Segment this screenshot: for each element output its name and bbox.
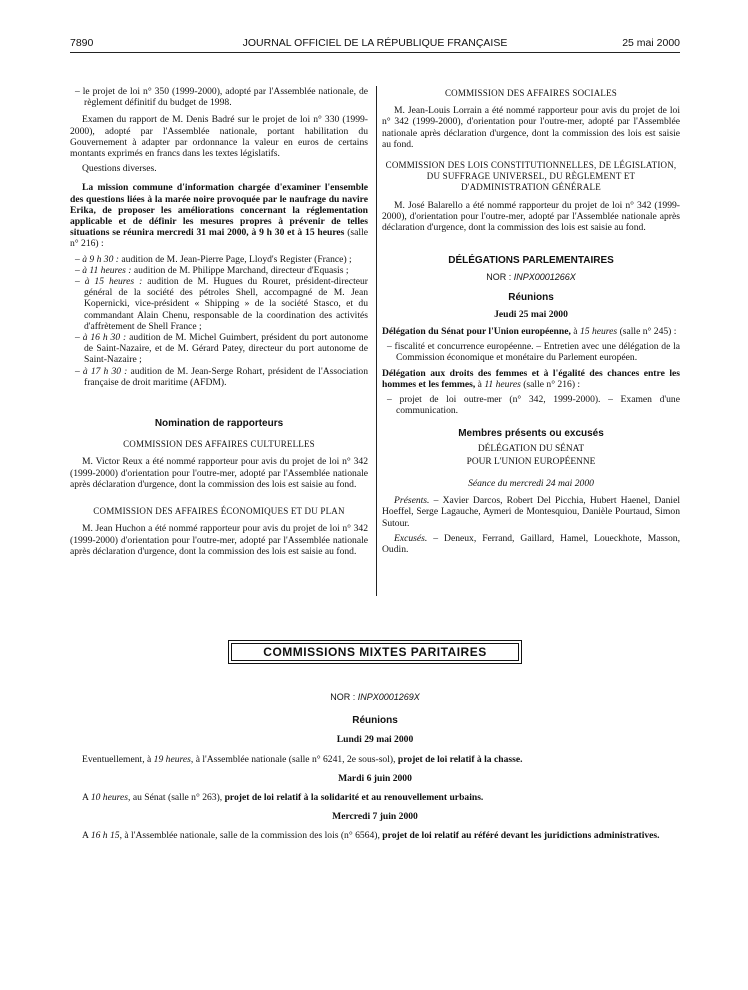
lundi-prefix: Eventuellement, à	[82, 753, 154, 765]
audition-time: à 11 heures :	[82, 264, 132, 276]
mission-paragraph	[70, 182, 368, 249]
presents-list	[382, 495, 680, 529]
commission-economiques-heading: COMMISSION DES AFFAIRES ÉCONOMIQUES ET DU PLAN	[93, 506, 345, 517]
audition-time: à 17 h 30 :	[82, 365, 128, 377]
delegation-femmes-item: – projet de loi outre-mer (n° 342, 1999-2000). – Examen d'une communication.	[387, 394, 680, 417]
section-title-box	[228, 640, 522, 664]
right-column	[382, 86, 680, 559]
jeudi-date: Jeudi 25 mai 2000	[494, 308, 568, 320]
nor-label: NOR :	[486, 272, 514, 283]
page-number: 7890	[70, 37, 94, 49]
column-divider	[376, 86, 377, 596]
nor-code: INPX0001266X	[513, 272, 576, 283]
excuses-label: Excusés.	[394, 532, 428, 544]
reunions-title: Réunions	[508, 291, 554, 303]
audition-list	[70, 254, 368, 388]
item-bill-350: – le projet de loi n° 350 (1999-2000), adopté par l'Assemblée nationale, de règlement définitif du budget de 1998.	[75, 86, 368, 109]
delegation-femmes-time: 11 heures	[484, 378, 521, 390]
mardi-time: 10 heures	[90, 792, 129, 804]
delegation-ue	[382, 326, 680, 337]
badre-report: Examen du rapport de M. Denis Badré sur le projet de loi n° 330 (1999-2000), adopté par l'Assemblée nationale, portant habilitation du Gouvernement à adapter par ordonnance la valeur en euros de certains montants exprimés en francs dans les textes législatifs.	[70, 114, 368, 160]
lundi-location: , à l'Assemblée nationale (salle n° 6241, 2e sous-sol),	[190, 753, 398, 765]
mercredi-location: , à l'Assemblée nationale, salle de la commission des lois (n° 6564),	[119, 830, 383, 842]
audition-item: – à 9 h 30 : audition de M. Jean-Pierre Page, Lloyd's Register (France) ;	[75, 253, 352, 265]
audition-time: à 16 h 30 :	[82, 332, 127, 344]
mercredi-time: 16 h 15	[90, 830, 120, 842]
delegation-ue-time: 15 heures	[579, 326, 618, 338]
excuses-names: – Deneux, Ferrand, Gaillard, Hamel, Loueckhote, Masson, Oudin.	[382, 532, 680, 556]
cmp-reunions-title: Réunions	[352, 715, 398, 727]
audition-time: à 15 heures :	[84, 276, 143, 288]
delegation-femmes	[382, 368, 680, 390]
delegation-femmes-name: Délégation aux droits des femmes et à l'égalité des chances entre les hommes et les femmes,	[382, 367, 680, 390]
mardi-location: , au Sénat (salle n° 263),	[128, 792, 225, 804]
mardi-date: Mardi 6 juin 2000	[338, 772, 412, 784]
reux-nomination: M. Victor Reux a été nommé rapporteur pour avis du projet de loi n° 342 (1999-2000) d'orientation pour l'outre-mer, adopté par l'Assemblée nationale après déclaration d'urgence, dont la commission des lois est saisie au fond.	[70, 456, 368, 490]
excuses-list	[382, 533, 680, 555]
audition-text: audition de M. Jean-Pierre Page, Lloyd's Register (France) ;	[118, 253, 352, 265]
delegation-ue-time-prefix: à	[570, 326, 580, 338]
commission-sociales-heading: COMMISSION DES AFFAIRES SOCIALES	[444, 88, 618, 98]
mission-room: (salle n° 216) :	[70, 227, 368, 250]
commission-culturelles-heading: COMMISSION DES AFFAIRES CULTURELLES	[123, 439, 315, 450]
delegation-senat-line-2: POUR L'UNION EUROPÉENNE	[466, 456, 596, 467]
mardi-meeting	[70, 792, 680, 803]
audition-item: – à 17 h 30 : audition de M. Jean-Serge Rohart, président de l'Association française de droit maritime (AFDM).	[75, 365, 368, 388]
lundi-meeting	[70, 754, 680, 765]
mercredi-date: Mercredi 7 juin 2000	[332, 811, 418, 823]
lorrain-nomination: M. Jean-Louis Lorrain a été nommé rapporteur pour avis du projet de loi n° 342 (1999-2000), d'orientation pour l'outre-mer, adopté par l'Assemblée nationale après déclaration d'urgence, dont la commission des lois est saisie au fond.	[382, 105, 680, 150]
audition-item: – à 16 h 30 : audition de M. Michel Guimbert, président du port autonome de Saint-Nazaire, et de M. Gérard Patey, directeur du port autonome de Saint-Nazaire ;	[75, 332, 368, 366]
journal-title: JOURNAL OFFICIEL DE LA RÉPUBLIQUE FRANÇAISE	[242, 37, 508, 49]
cmp-nor-label: NOR :	[330, 692, 358, 702]
audition-text: audition de M. Jean-Serge Rohart, président de l'Association française de droit maritime (AFDM).	[84, 365, 368, 388]
cmp-nor-code: INPX0001269X	[357, 692, 420, 702]
balarello-nomination: M. José Balarello a été nommé rapporteur du projet de loi n° 342 (1999-2000), d'orientation pour l'outre-mer, adopté par l'Assemblée nationale après déclaration d'urgence, dont la commission des lois est saisie au fond.	[382, 199, 680, 234]
left-column	[70, 86, 368, 561]
delegation-senat-line-1: DÉLÉGATION DU SÉNAT	[477, 443, 585, 454]
nor-reference	[382, 272, 680, 283]
audition-item: – à 15 heures : audition de M. Hugues du Rouret, président-directeur général de la société des pétroles Shell, accompagné de M. Jean Kopernicki, vice-président « Shipping » de la société Stasco, et du commandant Alain Chenu, responsable de la coordination des activités d'affrètement de Shell France ;	[75, 276, 368, 332]
mission-bold: La mission commune d'information chargée d'examiner l'ensemble des questions liées à la marée noire provoquée par le naufrage du navire Erika, de proposer les améliorations concernant la réglementation applicable et de définir les mesures propres à prévenir de telles situations se réunira mercredi 31 mai 2000, à 9 h 30 et à 15 heures	[70, 182, 368, 239]
audition-text: audition de M. Michel Guimbert, président du port autonome de Saint-Nazaire, et de M. Gérard Patey, directeur du port autonome de Saint-Nazaire ;	[84, 332, 368, 366]
lundi-time: 19 heures	[153, 753, 191, 765]
section-title: COMMISSIONS MIXTES PARITAIRES	[231, 643, 519, 661]
cmp-nor-reference	[70, 692, 680, 703]
nomination-title: Nomination de rapporteurs	[154, 418, 284, 430]
issue-date: 25 mai 2000	[622, 37, 680, 49]
mardi-subject: projet de loi relatif à la solidarité et au renouvellement urbains.	[224, 792, 484, 804]
seance-date: Séance du mercredi 24 mai 2000	[468, 478, 594, 490]
commission-lois-heading: COMMISSION DES LOIS CONSTITUTIONNELLES, DE LÉGISLATION, DU SUFFRAGE UNIVERSEL, DU RÈGLEMENT ET D'ADMINISTRATION GÉNÉRALE	[385, 160, 677, 193]
mercredi-prefix: A	[82, 830, 91, 842]
membres-title: Membres présents ou excusés	[458, 428, 604, 440]
cmp-section	[70, 686, 680, 848]
presents-label: Présents.	[394, 495, 430, 507]
delegation-ue-item: – fiscalité et concurrence européenne. – Entretien avec une délégation de la Commission économique et monétaire du Parlement européen.	[387, 341, 680, 364]
mardi-prefix: A	[82, 792, 91, 804]
page-header	[70, 38, 680, 53]
audition-item: – à 11 heures : audition de M. Philippe Marchand, directeur d'Equasis ;	[75, 264, 349, 276]
lundi-subject: projet de loi relatif à la chasse.	[397, 753, 523, 765]
audition-time: à 9 h 30 :	[82, 253, 119, 265]
lundi-date: Lundi 29 mai 2000	[336, 734, 414, 746]
audition-text: audition de M. Hugues du Rouret, président-directeur général de la société des pétroles Shell, accompagné de M. Jean Kopernicki, vice-président « Shipping » de la société Stasco, et du commandant Alain Chenu, responsable de la coordination des activités d'affrètement de Shell France ;	[84, 276, 368, 332]
delegations-title: DÉLÉGATIONS PARLEMENTAIRES	[448, 255, 614, 267]
delegation-ue-name: Délégation du Sénat pour l'Union européenne,	[382, 326, 571, 338]
audition-text: audition de M. Philippe Marchand, directeur d'Equasis ;	[131, 264, 349, 276]
presents-names: – Xavier Darcos, Robert Del Picchia, Hubert Haenel, Daniel Hoeffel, Serge Lagauche, Aymeri de Montesquiou, Danièle Pourtaud, Simon Sutour.	[382, 495, 680, 529]
delegation-femmes-room: (salle n° 216) :	[520, 378, 581, 390]
mercredi-subject: projet de loi relatif au référé devant les juridictions administratives.	[382, 830, 660, 842]
delegation-femmes-time-prefix: à	[475, 378, 485, 390]
delegation-ue-room: (salle n° 245) :	[617, 326, 677, 338]
questions-diverses: Questions diverses.	[82, 163, 157, 175]
mercredi-meeting	[70, 830, 680, 841]
huchon-nomination: M. Jean Huchon a été nommé rapporteur pour avis du projet de loi n° 342 (1999-2000) d'orientation pour l'outre-mer, adopté par l'Assemblée nationale après déclaration d'urgence, dont la commission des lois est saisie au fond.	[70, 523, 368, 557]
